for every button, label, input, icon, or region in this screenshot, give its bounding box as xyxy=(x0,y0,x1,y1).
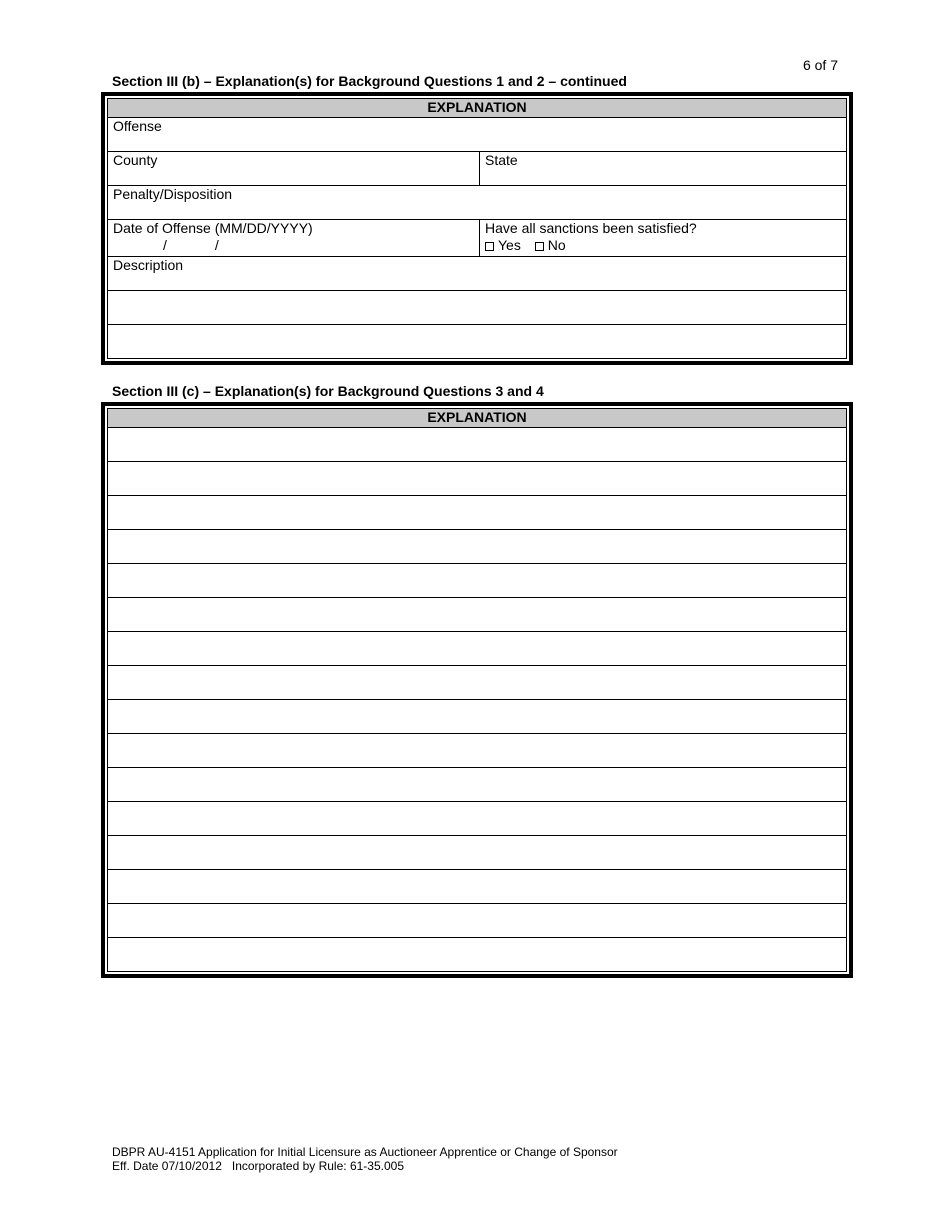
date-of-offense-label: Date of Offense (MM/DD/YYYY) xyxy=(113,220,313,236)
explanation-line[interactable] xyxy=(108,428,847,462)
yes-label: Yes xyxy=(498,237,521,253)
form-footer xyxy=(112,1145,618,1173)
section-b-header: EXPLANATION xyxy=(108,99,847,118)
penalty-disposition-label: Penalty/Disposition xyxy=(113,186,233,202)
section-c-explanation-table xyxy=(101,402,853,978)
date-separator: / xyxy=(163,237,167,253)
explanation-line[interactable] xyxy=(108,734,847,768)
footer-form-title: DBPR AU-4151 Application for Initial Licensure as Auctioneer Apprentice or Change of Sponsor xyxy=(112,1145,618,1159)
section-b-explanation-table xyxy=(101,92,853,365)
explanation-line[interactable] xyxy=(108,666,847,700)
section-c-header: EXPLANATION xyxy=(108,409,847,428)
explanation-line[interactable] xyxy=(108,700,847,734)
footer-rule: Incorporated by Rule: 61-35.005 xyxy=(231,1159,404,1173)
date-separator: / xyxy=(214,237,219,253)
explanation-line[interactable] xyxy=(108,496,847,530)
no-label: No xyxy=(547,237,566,253)
section-b-title: Section III (b) – Explanation(s) for Background Questions 1 and 2 – continued xyxy=(112,73,627,89)
explanation-line[interactable] xyxy=(108,462,847,496)
footer-dates xyxy=(112,1159,618,1173)
explanation-line[interactable] xyxy=(108,938,847,972)
description-line[interactable] xyxy=(108,291,847,325)
date-separators xyxy=(113,237,474,254)
county-field[interactable] xyxy=(108,152,480,186)
section-c-title: Section III (c) – Explanation(s) for Background Questions 3 and 4 xyxy=(112,383,544,399)
description-line[interactable] xyxy=(108,325,847,359)
penalty-disposition-field[interactable] xyxy=(108,186,847,220)
explanation-line[interactable] xyxy=(108,598,847,632)
state-label: State xyxy=(485,152,518,168)
explanation-line[interactable] xyxy=(108,836,847,870)
checkbox-icon[interactable] xyxy=(535,242,544,251)
explanation-line[interactable] xyxy=(108,904,847,938)
explanation-line[interactable] xyxy=(108,564,847,598)
explanation-line[interactable] xyxy=(108,768,847,802)
sanctions-label: Have all sanctions been satisfied? xyxy=(485,220,697,236)
description-label: Description xyxy=(113,257,184,273)
offense-label: Offense xyxy=(113,118,162,134)
sanctions-no-option[interactable] xyxy=(535,237,566,253)
county-label: County xyxy=(113,152,158,168)
explanation-line[interactable] xyxy=(108,802,847,836)
explanation-line[interactable] xyxy=(108,870,847,904)
offense-field[interactable] xyxy=(108,118,847,152)
page-number: 6 of 7 xyxy=(802,57,838,73)
state-field[interactable] xyxy=(480,152,847,186)
explanation-line[interactable] xyxy=(108,530,847,564)
explanation-line[interactable] xyxy=(108,632,847,666)
sanctions-field xyxy=(480,220,847,257)
checkbox-icon[interactable] xyxy=(485,242,494,251)
sanctions-yes-option[interactable] xyxy=(485,237,521,253)
description-field[interactable] xyxy=(108,257,847,291)
date-of-offense-field[interactable] xyxy=(108,220,480,257)
footer-eff-date: Eff. Date 07/10/2012 xyxy=(112,1159,222,1173)
